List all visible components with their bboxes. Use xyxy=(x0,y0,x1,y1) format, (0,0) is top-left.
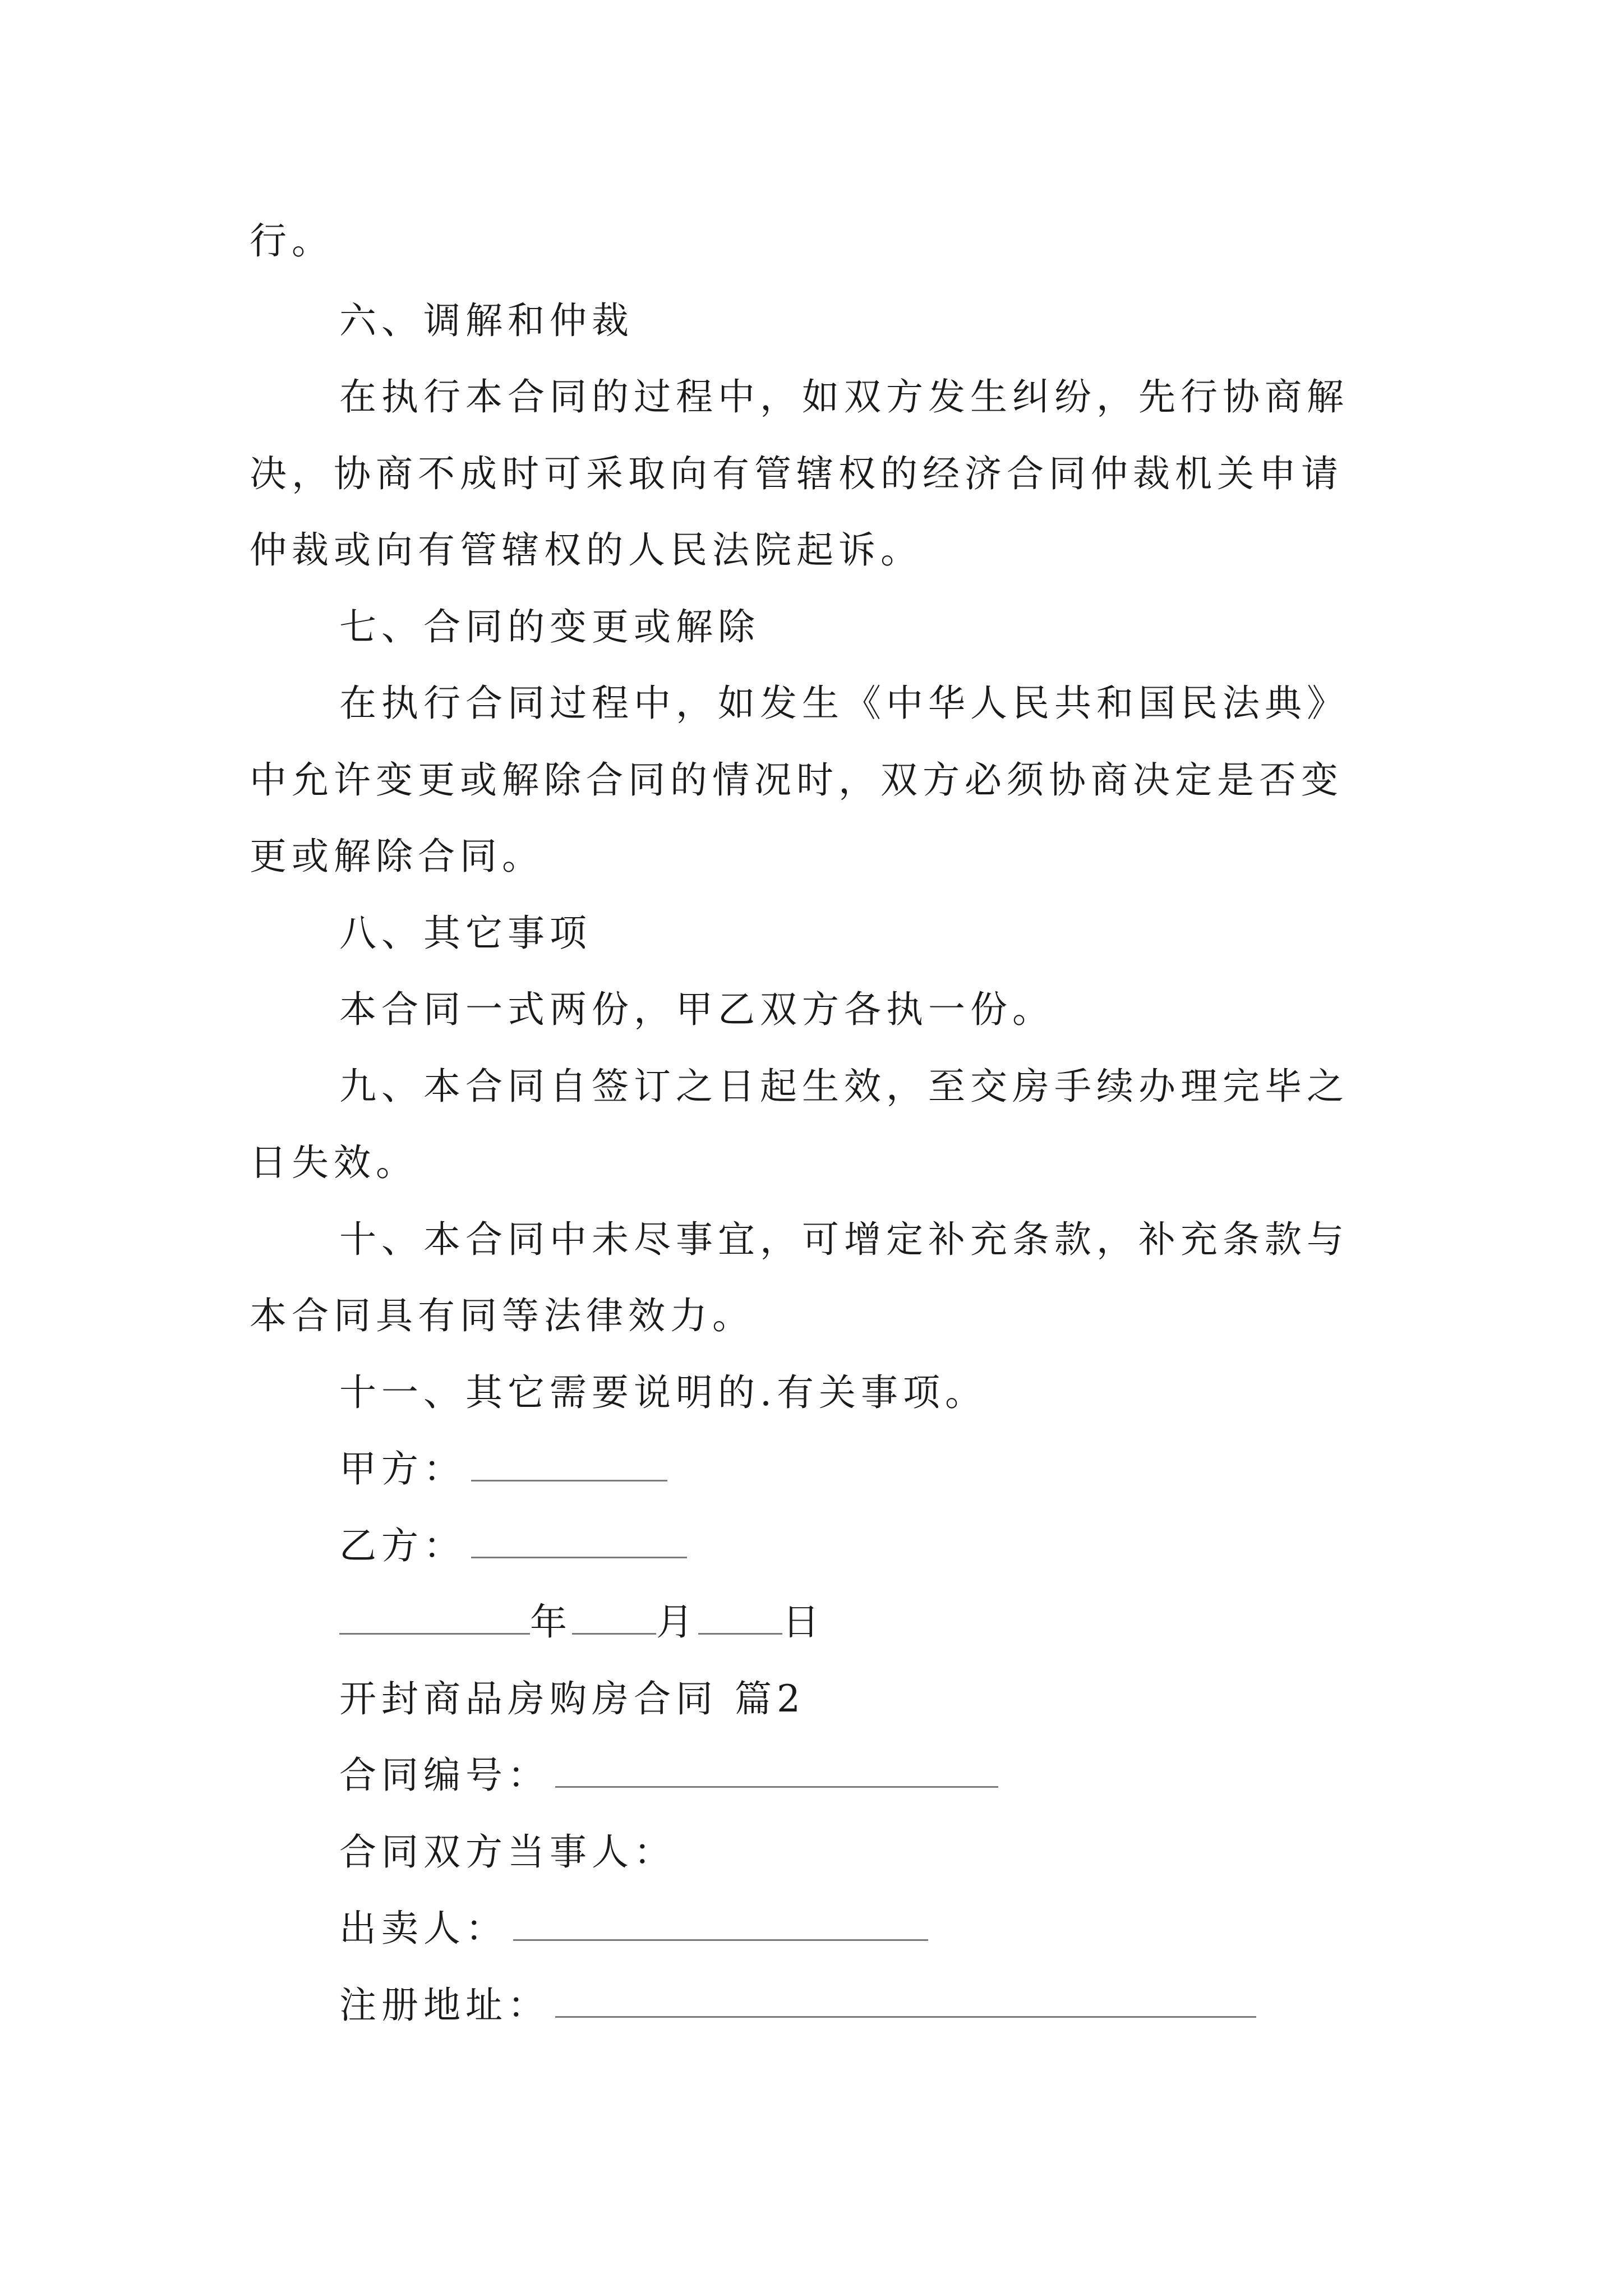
section-heading: 七、合同的变更或解除 xyxy=(339,605,760,648)
year-label: 年 xyxy=(530,1600,572,1644)
text-line: 本合同一式两份，甲乙双方各执一份。 xyxy=(339,988,1054,1031)
contract-number-blank[interactable] xyxy=(555,1754,998,1788)
parties-label: 合同双方当事人： xyxy=(339,1830,676,1874)
section-heading: 八、其它事项 xyxy=(339,912,592,955)
text-line: 中允许变更或解除合同的情况时，双方必须协商决定是否变 xyxy=(250,758,1343,802)
text-line: 本合同具有同等法律效力。 xyxy=(250,1294,754,1337)
year-blank[interactable] xyxy=(339,1600,530,1635)
text-line: 行。 xyxy=(250,219,334,263)
text-line: 十、本合同中未尽事宜，可增定补充条款，补充条款与 xyxy=(339,1218,1349,1261)
seller-line xyxy=(339,1903,928,1954)
party-b-line xyxy=(339,1521,687,1571)
day-label: 日 xyxy=(782,1600,824,1644)
address-label: 注册地址： xyxy=(339,1984,550,2027)
text-line: 更或解除合同。 xyxy=(250,835,544,878)
party-b-label: 乙方： xyxy=(339,1524,465,1567)
section-heading: 六、调解和仲裁 xyxy=(339,299,634,342)
party-b-blank[interactable] xyxy=(471,1524,687,1558)
date-line xyxy=(339,1597,824,1648)
day-blank[interactable] xyxy=(698,1600,782,1635)
text-line: 在执行合同过程中，如发生《中华人民共和国民法典》 xyxy=(339,682,1349,725)
text-line: 在执行本合同的过程中，如双方发生纠纷，先行协商解 xyxy=(339,375,1349,418)
party-a-line xyxy=(339,1444,667,1494)
address-line xyxy=(339,1980,1256,2031)
month-label: 月 xyxy=(656,1600,698,1644)
text-line: 十一、其它需要说明的.有关事项。 xyxy=(339,1371,987,1414)
contract-number-line xyxy=(339,1750,998,1801)
month-blank[interactable] xyxy=(572,1600,656,1635)
text-line: 仲裁或向有管辖权的人民法院起诉。 xyxy=(250,528,923,572)
party-a-label: 甲方： xyxy=(339,1447,465,1490)
text-line: 日失效。 xyxy=(250,1141,418,1184)
text-line: 决，协商不成时可采取向有管辖权的经济合同仲裁机关申请 xyxy=(250,452,1343,495)
seller-blank[interactable] xyxy=(513,1907,928,1941)
contract-number-label: 合同编号： xyxy=(339,1754,550,1797)
section-2-title: 开封商品房购房合同 篇2 xyxy=(339,1677,805,1720)
party-a-blank[interactable] xyxy=(471,1447,667,1481)
address-blank[interactable] xyxy=(555,1984,1256,2018)
text-line: 九、本合同自签订之日起生效，至交房手续办理完毕之 xyxy=(339,1065,1349,1108)
seller-label: 出卖人： xyxy=(339,1907,508,1950)
